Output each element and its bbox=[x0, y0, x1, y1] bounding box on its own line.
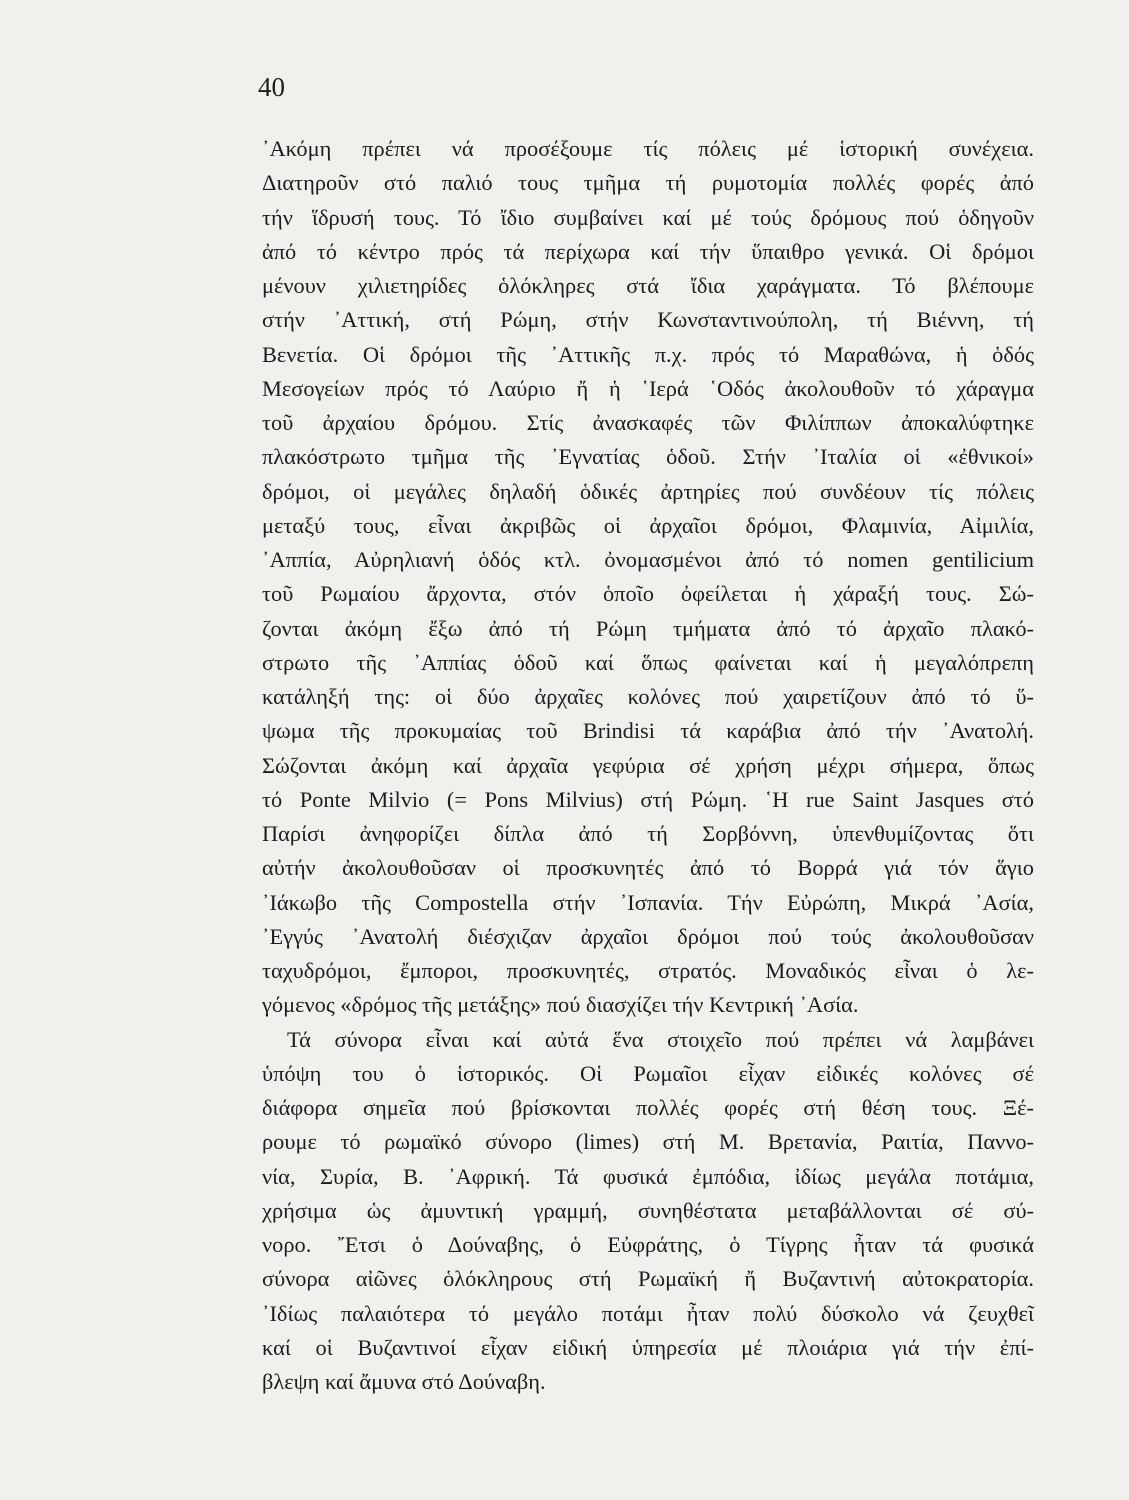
paragraph bbox=[262, 132, 1034, 1023]
text-line: σύνορα αἰῶνες ὁλόκληρους στή Ρωμαϊκή ἤ Βυζαντινή αὐτοκρατορία. bbox=[262, 1266, 1034, 1292]
text-line: ᾿Ακόμη πρέπει νά προσέξουμε τίς πόλεις μέ ἱστορική συνέχεια. bbox=[262, 136, 1034, 161]
text-line: ψωμα τῆς προκυμαίας τοῦ Brindisi τά καράβια ἀπό τήν ᾿Ανατολή. bbox=[262, 718, 1034, 744]
text-line: χρήσιμα ὡς ἀμυντική γραμμή, συνηθέστατα μεταβάλλονται σέ σύ- bbox=[262, 1197, 1034, 1223]
text-line: ζονται ἀκόμη ἔξω ἀπό τή Ρώμη τμήματα ἀπό τό ἀρχαῖο πλακό- bbox=[262, 615, 1034, 641]
text-line: ᾿Ιδίως παλαιότερα τό μεγάλο ποτάμι ἦταν πολύ δύσκολο νά ζευχθεῖ bbox=[262, 1300, 1034, 1326]
text-line: τοῦ ἀρχαίου δρόμου. Στίς ἀνασκαφές τῶν Φιλίππων ἀποκαλύφτηκε bbox=[262, 410, 1034, 435]
paragraph bbox=[262, 1023, 1034, 1400]
text-line: Μεσογείων πρός τό Λαύριο ἤ ἡ ῾Ιερά ῾Οδός ἀκολουθοῦν τό χάραγμα bbox=[262, 375, 1034, 401]
text-line: ἀπό τό κέντρο πρός τά περίχωρα καί τήν ὕπαιθρο γενικά. Οἱ δρόμοι bbox=[262, 238, 1034, 264]
text-line: ᾿Εγγύς ᾿Ανατολή διέσχιζαν ἀρχαῖοι δρόμοι πού τούς ἀκολουθοῦσαν bbox=[262, 923, 1034, 949]
text-line: ᾿Αππία, Αὐρηλιανή ὁδός κτλ. ὀνομασμένοι ἀπό τό nomen gentilicium bbox=[262, 547, 1034, 572]
text-line: στρωτο τῆς ᾿Αππίας ὁδοῦ καί ὅπως φαίνεται καί ἡ μεγαλόπρεπη bbox=[262, 649, 1034, 675]
text-line: δρόμοι, οἱ μεγάλες δηλαδή ὁδικές ἀρτηρίες πού συνδέουν τίς πόλεις bbox=[262, 478, 1034, 504]
text-line: αὐτήν ἀκολουθοῦσαν οἱ προσκυνητές ἀπό τό Βορρά γιά τόν ἅγιο bbox=[262, 855, 1034, 881]
text-line: Σώζονται ἀκόμη καί ἀρχαῖα γεφύρια σέ χρήση μέχρι σήμερα, ὅπως bbox=[262, 752, 1034, 778]
body-text bbox=[262, 132, 1034, 1399]
text-line: ταχυδρόμοι, ἔμποροι, προσκυνητές, στρατός. Μοναδικός εἶναι ὁ λε- bbox=[262, 958, 1034, 983]
text-line: νορο. ῎Ετσι ὁ Δούναβης, ὁ Εὐφράτης, ὁ Τίγρης ἦταν τά φυσικά bbox=[262, 1232, 1034, 1257]
text-line: γόμενος «δρόμος τῆς μετάξης» πού διασχίζει τήν Κεντρική ᾿Ασία. bbox=[262, 992, 859, 1018]
text-line: Διατηροῦν στό παλιό τους τμῆμα τή ρυμοτομία πολλές φορές ἀπό bbox=[262, 170, 1034, 196]
text-line: μένουν χιλιετηρίδες ὁλόκληρες στά ἴδια χαράγματα. Τό βλέπουμε bbox=[262, 273, 1034, 298]
text-line: μεταξύ τους, εἶναι ἀκριβῶς οἱ ἀρχαῖοι δρόμοι, Φλαμινία, Αἰμιλία, bbox=[262, 512, 1034, 538]
text-line: Τά σύνορα εἶναι καί αὐτά ἕνα στοιχεῖο πού πρέπει νά λαμβάνει bbox=[287, 1026, 1034, 1052]
text-line: ᾿Ιάκωβο τῆς Compostella στήν ᾿Ισπανία. Τήν Εὐρώπη, Μικρά ᾿Ασία, bbox=[262, 889, 1034, 915]
text-line: τήν ἵδρυσή τους. Τό ἴδιο συμβαίνει καί μέ τούς δρόμους πού ὁδηγοῦν bbox=[262, 204, 1034, 230]
text-line: ὑπόψη του ὁ ἱστορικός. Οἱ Ρωμαῖοι εἶχαν εἰδικές κολόνες σέ bbox=[262, 1060, 1034, 1086]
text-line: καί οἱ Βυζαντινοί εἶχαν εἰδική ὑπηρεσία μέ πλοιάρια γιά τήν ἐπί- bbox=[262, 1334, 1034, 1360]
text-line: τό Ponte Milvio (= Pons Milvius) στή Ρώμη. ῾Η rue Saint Jasques στό bbox=[262, 786, 1034, 812]
text-line: στήν ᾿Αττική, στή Ρώμη, στήν Κωνσταντινούπολη, τή Βιέννη, τή bbox=[262, 307, 1034, 333]
text-line: κατάληξή της: οἱ δύο ἀρχαῖες κολόνες πού χαιρετίζουν ἀπό τό ὕ- bbox=[262, 684, 1034, 709]
text-line: ρουμε τό ρωμαϊκό σύνορο (limes) στή Μ. Βρετανία, Ραιτία, Παννο- bbox=[262, 1129, 1034, 1155]
text-line: πλακόστρωτο τμῆμα τῆς ᾿Εγνατίας ὁδοῦ. Στήν ᾿Ιταλία οἱ «ἐθνικοί» bbox=[262, 444, 1034, 470]
text-line: βλεψη καί ἄμυνα στό Δούναβη. bbox=[262, 1369, 546, 1394]
text-line: Βενετία. Οἱ δρόμοι τῆς ᾿Αττικῆς π.χ. πρός τό Μαραθώνα, ἡ ὁδός bbox=[262, 341, 1034, 367]
text-line: Παρίσι ἀνηφορίζει δίπλα ἀπό τή Σορβόννη, ὑπενθυμίζοντας ὅτι bbox=[262, 821, 1034, 846]
page-number: 40 bbox=[258, 72, 285, 102]
text-line: νία, Συρία, Β. ᾿Αφρική. Τά φυσικά ἐμπόδια, ἰδίως μεγάλα ποτάμια, bbox=[262, 1163, 1034, 1189]
text-line: διάφορα σημεῖα πού βρίσκονται πολλές φορές στή θέση τους. Ξέ- bbox=[262, 1095, 1034, 1120]
text-line: τοῦ Ρωμαίου ἄρχοντα, στόν ὁποῖο ὀφείλεται ἡ χάραξή τους. Σώ- bbox=[262, 581, 1034, 607]
